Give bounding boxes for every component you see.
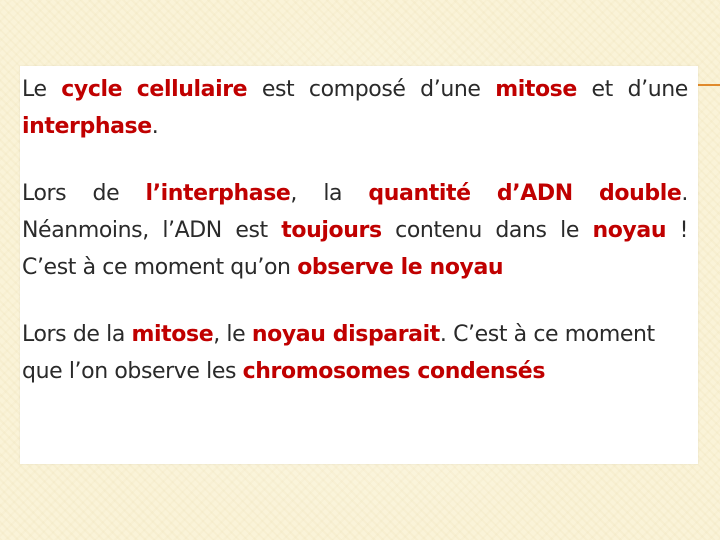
text: , le xyxy=(213,322,252,347)
word: d’une xyxy=(627,77,688,102)
highlight-quantite: quantité xyxy=(368,181,471,206)
text: C’est à ce moment qu’on xyxy=(22,255,298,280)
highlight-noyau-disparait: noyau disparait xyxy=(251,322,440,347)
paragraph-3-line-2 xyxy=(22,353,688,390)
word: la xyxy=(323,181,343,206)
highlight-double: double xyxy=(599,181,682,206)
slide-text xyxy=(22,71,688,390)
word: est xyxy=(261,77,295,102)
highlight-cellulaire: cellulaire xyxy=(136,77,248,102)
text: que l’on observe les xyxy=(22,359,243,384)
highlight-mitose: mitose xyxy=(131,322,214,347)
word-group xyxy=(146,175,297,212)
spacer xyxy=(22,286,688,316)
highlight-toujours: toujours xyxy=(281,218,382,243)
spacer xyxy=(22,145,688,175)
paragraph-2-line-1 xyxy=(22,175,688,212)
word: d’une xyxy=(420,77,481,102)
word: et xyxy=(591,77,613,102)
word: . xyxy=(151,114,159,139)
word: composé xyxy=(308,77,406,102)
word: de xyxy=(92,181,120,206)
word: contenu xyxy=(395,218,482,243)
text: Lors de la xyxy=(22,322,132,347)
paragraph-2-line-2 xyxy=(22,212,688,249)
word: , xyxy=(290,181,298,206)
highlight-mitose: mitose xyxy=(495,77,577,102)
paragraph-1-line-2 xyxy=(22,108,688,145)
highlight-observe-noyau: observe le noyau xyxy=(297,255,504,280)
word: ! xyxy=(679,218,688,243)
word: Néanmoins, xyxy=(22,218,149,243)
word-group xyxy=(599,175,688,212)
highlight-adn: d’ADN xyxy=(496,181,573,206)
highlight-interphase: interphase xyxy=(22,114,152,139)
word: l’ADN xyxy=(162,218,222,243)
word: Lors xyxy=(22,181,67,206)
word: le xyxy=(560,218,579,243)
text: . C’est à ce moment xyxy=(439,322,655,347)
word: est xyxy=(235,218,268,243)
highlight-cycle: cycle xyxy=(61,77,123,102)
word: dans xyxy=(495,218,547,243)
paragraph-1-line-1 xyxy=(22,71,688,108)
slide-text-card xyxy=(20,66,698,464)
word: Le xyxy=(22,77,47,102)
paragraph-2-line-3 xyxy=(22,249,688,286)
paragraph-3-line-1 xyxy=(22,316,688,353)
highlight-chromosomes-condenses: chromosomes condensés xyxy=(242,359,546,384)
highlight-noyau: noyau xyxy=(592,218,667,243)
word: . xyxy=(681,181,688,206)
highlight-interphase: l’interphase xyxy=(145,181,291,206)
